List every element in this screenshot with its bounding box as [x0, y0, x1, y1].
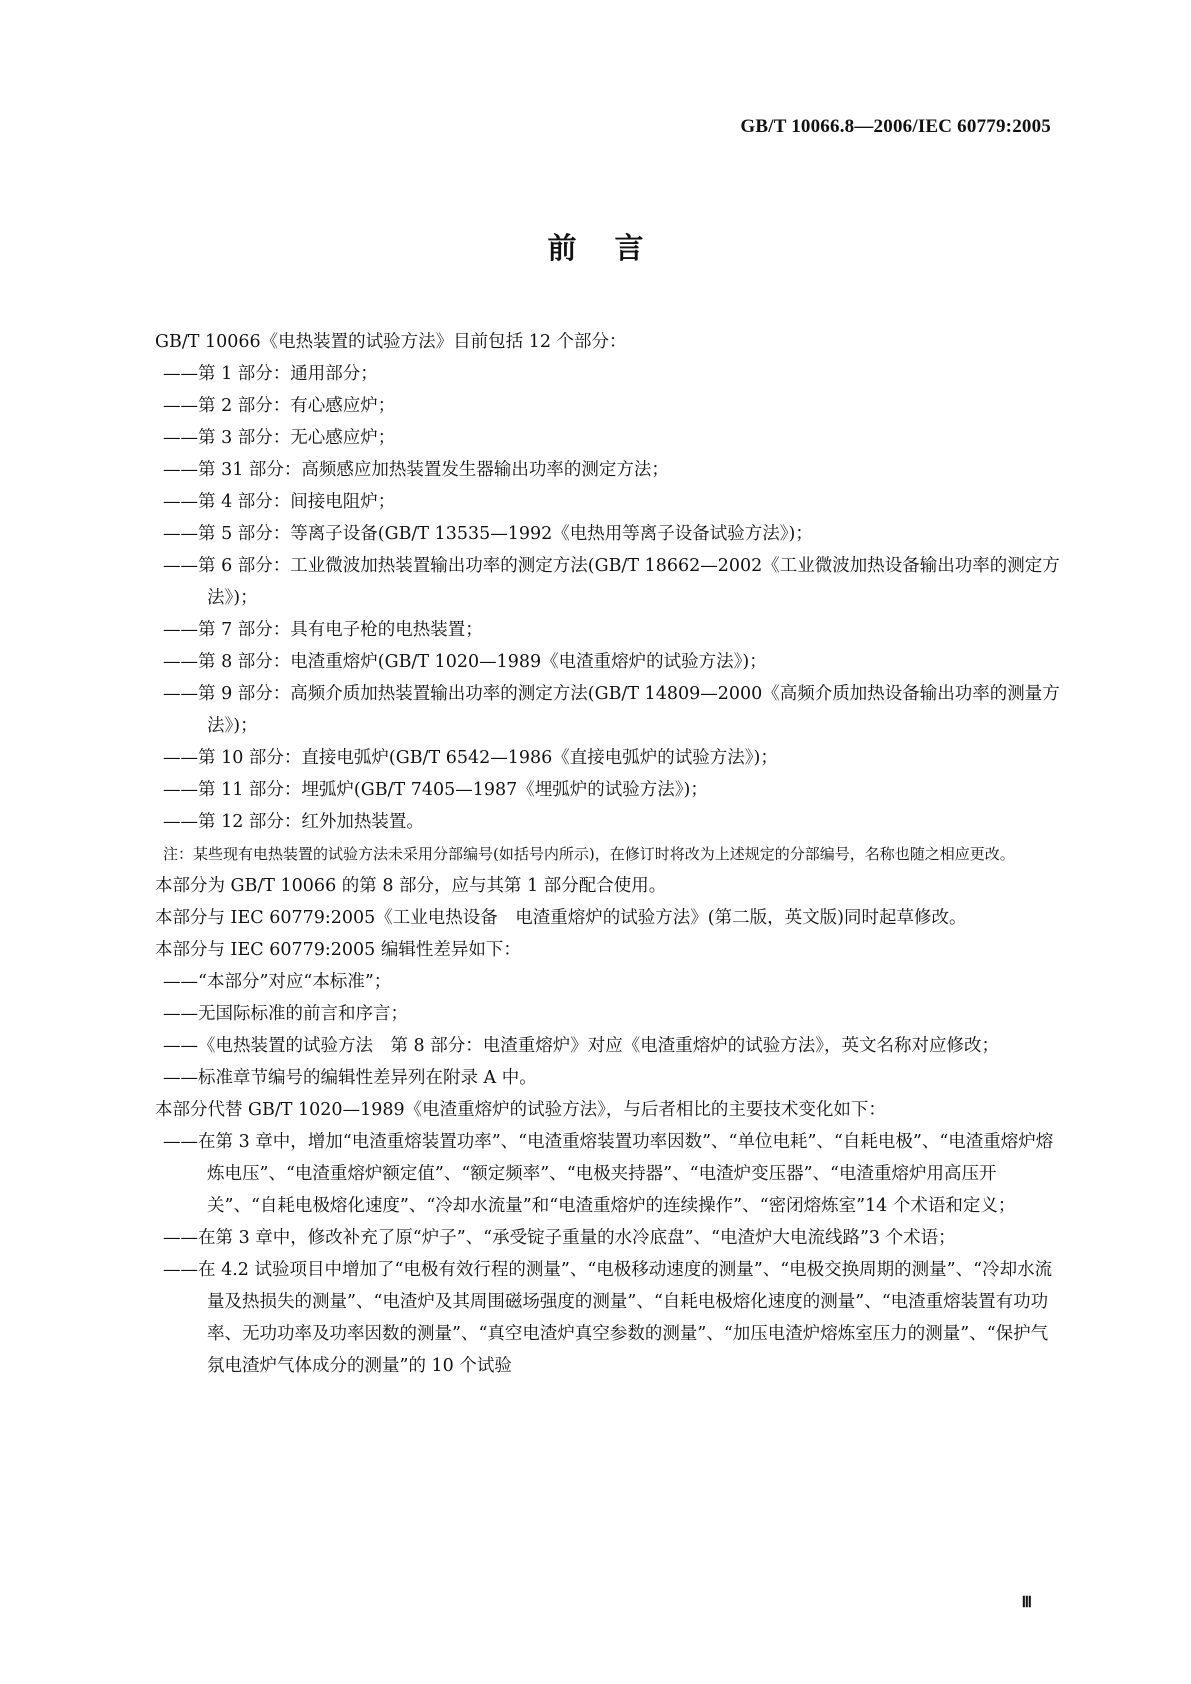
list-item-diff-1: ——“本部分”对应“本标准”； [163, 972, 392, 992]
list-item-change-1: ——在第 3 章中，增加“电渣重熔装置功率”、“电渣重熔装置功率因数”、“单位电耗”、“自耗电极”、“电渣重熔炉熔炼电压”、“电渣重熔炉额定值”、“额定频率”、“电极夹持器”、“电渣炉变压器”、“电渣重熔炉用高压开关”、“自耗电极熔化速度”、“冷却水流量”和“电渣重熔炉的连续操作”、“密闭熔炼室”14 个术语和定义； [163, 1132, 1054, 1216]
paragraph-editorial-differences: 本部分与 IEC 60779:2005 编辑性差异如下： [155, 940, 521, 960]
list-item-part-7: ——第 7 部分：具有电子枪的电热装置； [163, 620, 483, 640]
page-number: Ⅲ [1021, 1595, 1032, 1611]
list-item-part-9: ——第 9 部分：高频介质加热装置输出功率的测定方法(GB/T 14809—2000《高频介质加热设备输出功率的测量方法》)； [163, 684, 1060, 736]
note: 注：某些现有电热装置的试验方法未采用分部编号(如括号内所示)，在修订时将改为上述规定的分部编号，名称也随之相应更改。 [163, 845, 1015, 863]
list-item-part-12: ——第 12 部分：红外加热装置。 [163, 812, 424, 832]
list-item-part-31: ——第 31 部分：高频感应加热装置发生器输出功率的测定方法； [163, 460, 669, 480]
list-item-part-3: ——第 3 部分：无心感应炉； [163, 428, 396, 448]
list-item-part-10: ——第 10 部分：直接电弧炉(GB/T 6542—1986《直接电弧炉的试验方法》)； [163, 748, 778, 768]
list-item-diff-3: ——《电热装置的试验方法 第 8 部分：电渣重熔炉》对应《电渣重熔炉的试验方法》，英文名称对应修改； [163, 1036, 1000, 1056]
list-item-part-5: ——第 5 部分：等离子设备(GB/T 13535—1992《电热用等离子设备试验方法》)； [163, 524, 813, 544]
list-item-part-1: ——第 1 部分：通用部分； [163, 364, 378, 384]
list-item-part-6: ——第 6 部分：工业微波加热装置输出功率的测定方法(GB/T 18662—2002《工业微波加热设备输出功率的测定方法》)； [163, 556, 1060, 608]
paragraph-replacement: 本部分代替 GB/T 1020—1989《电渣重熔炉的试验方法》，与后者相比的主要技术变化如下： [155, 1100, 886, 1120]
list-item-change-2: ——在第 3 章中，修改补充了原“炉子”、“承受锭子重量的水冷底盘”、“电渣炉大电流线路”3 个术语； [163, 1228, 956, 1248]
list-item-diff-4: ——标准章节编号的编辑性差异列在附录 A 中。 [163, 1068, 537, 1088]
standard-number-header: GB/T 10066.8—2006/IEC 60779:2005 [740, 116, 1051, 137]
paragraph-intro: GB/T 10066《电热装置的试验方法》目前包括 12 个部分： [155, 332, 627, 352]
list-item-diff-2: ——无国际标准的前言和序言； [163, 1004, 408, 1024]
paragraph-part-relation: 本部分为 GB/T 10066 的第 8 部分，应与其第 1 部分配合使用。 [155, 876, 667, 896]
list-item-part-2: ——第 2 部分：有心感应炉； [163, 396, 396, 416]
document-body [120, 326, 1062, 1382]
paragraph-iec-relation: 本部分与 IEC 60779:2005《工业电热设备 电渣重熔炉的试验方法》(第二版，英文版)同时起草修改。 [155, 908, 967, 928]
page-title: 前言 [547, 231, 682, 265]
list-item-change-3: ——在 4.2 试验项目中增加了“电极有效行程的测量”、“电极移动速度的测量”、“电极交换周期的测量”、“冷却水流量及热损失的测量”、“电渣炉及其周围磁场强度的测量”、“自耗电极熔化速度的测量”、“电渣重熔装置有功功率、无功功率及功率因数的测量”、“真空电渣炉真空参数的测量”、“加压电渣炉熔炼室压力的测量”、“保护气氛电渣炉气体成分的测量”的 10 个试验 [163, 1260, 1053, 1376]
list-item-part-8: ——第 8 部分：电渣重熔炉(GB/T 1020—1989《电渣重熔炉的试验方法》)； [163, 652, 767, 672]
list-item-part-4: ——第 4 部分：间接电阻炉； [163, 492, 396, 512]
list-item-part-11: ——第 11 部分：埋弧炉(GB/T 7405—1987《埋弧炉的试验方法》)； [163, 780, 708, 800]
